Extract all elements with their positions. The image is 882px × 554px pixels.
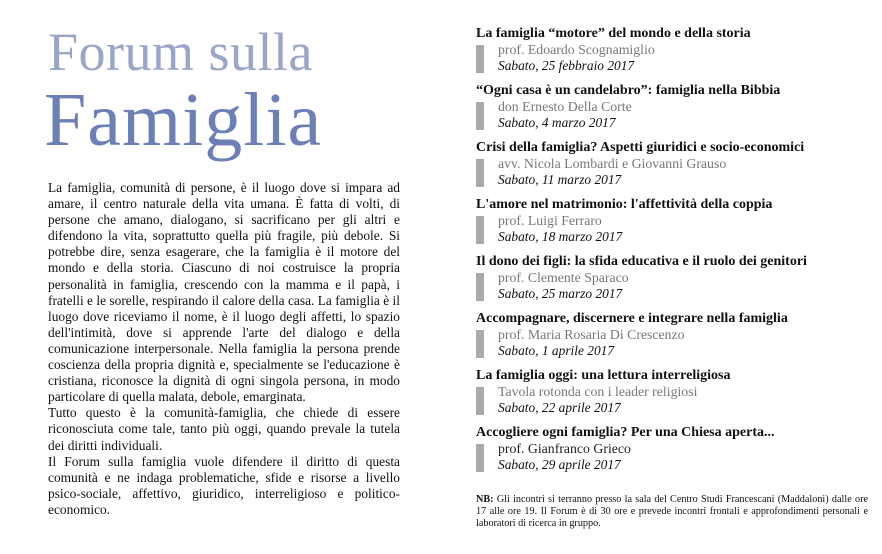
event-marker-bar	[476, 102, 484, 130]
footnote-label: NB:	[476, 494, 494, 505]
event-title: L'amore nel matrimonio: l'affettività della coppia	[476, 197, 773, 212]
event-title: Crisi della famiglia? Aspetti giuridici e socio-economici	[476, 140, 805, 155]
event-speaker: don Ernesto Della Corte	[498, 99, 632, 114]
event-date: Sabato, 11 marzo 2017	[498, 172, 622, 187]
event-marker-bar	[476, 45, 484, 73]
event-marker-bar	[476, 159, 484, 187]
event-title: La famiglia oggi: una lettura interreligiosa	[476, 368, 731, 383]
event-title: Accogliere ogni famiglia? Per una Chiesa aperta...	[476, 425, 775, 440]
event-marker-bar	[476, 387, 484, 415]
page-title-line1: Forum sulla	[48, 22, 314, 82]
event-speaker: prof. Maria Rosaria Di Crescenzo	[498, 327, 685, 342]
intro-paragraph: Tutto questo è la comunità-famiglia, che chiede di essere riconosciuta come tale, tanto più oggi, quando prevale la tutela dei diritti individuali.	[48, 405, 400, 453]
event-item	[476, 197, 876, 245]
event-item	[476, 140, 876, 188]
event-title: La famiglia “motore” del mondo e della storia	[476, 26, 751, 41]
event-date: Sabato, 29 aprile 2017	[498, 457, 621, 472]
event-speaker: avv. Nicola Lombardi e Giovanni Grauso	[498, 156, 727, 171]
event-speaker: prof. Gianfranco Grieco	[498, 441, 631, 456]
event-date: Sabato, 22 aprile 2017	[498, 400, 621, 415]
event-title: “Ogni casa è un candelabro”: famiglia nella Bibbia	[476, 83, 781, 98]
intro-paragraph: Il Forum sulla famiglia vuole difendere il diritto di questa comunità e ne indaga problematiche, sfide e risorse a livello psico-sociale, affettivo, giuridico, interreligioso e politico-economico.	[48, 453, 400, 517]
event-date: Sabato, 4 marzo 2017	[498, 115, 616, 130]
event-marker-bar	[476, 216, 484, 244]
event-date: Sabato, 25 marzo 2017	[498, 286, 623, 301]
footnote-text: Gli incontri si terranno presso la sala del Centro Studi Francescani (Maddaloni) dalle ore 17 alle ore 19. Il Forum è di 30 ore e prevede incontri frontali e approfondimenti personali e laboratori di ricerca in gruppo.	[476, 494, 868, 529]
event-list	[476, 26, 876, 482]
event-item	[476, 254, 876, 302]
event-item	[476, 83, 876, 131]
event-marker-bar	[476, 444, 484, 472]
event-item	[476, 425, 876, 473]
event-date: Sabato, 18 marzo 2017	[498, 229, 623, 244]
event-date: Sabato, 25 febbraio 2017	[498, 58, 635, 73]
intro-paragraph: La famiglia, comunità di persone, è il luogo dove si impara ad amare, il centro naturale della vita umana. È fatta di volti, di persone che amano, dialogano, si sacrificano per gli altri e difendono la vita, soprattutto quella più fragile, più debole. Si potrebbe dire, senza esagerare, che la famiglia è il motore del mondo e della storia. Ciascuno di noi costruisce la propria personalità in famiglia, crescendo con la mamma e il papà, i fratelli e le sorelle, respirando il calore della casa. La famiglia è il luogo dove riceviamo il nome, è il luogo degli affetti, lo spazio dell'intimità, dove si apprende l'arte del dialogo e della comunicazione interpersonale. Nella famiglia la persona prende coscienza della propria dignità e, specialmente se l'educazione è cristiana, riconosce la dignità di ogni singola persona, in modo particolare di quella malata, debole, emarginata.	[48, 180, 400, 405]
event-speaker: prof. Clemente Sparaco	[498, 270, 629, 285]
event-item	[476, 26, 876, 74]
event-item	[476, 311, 876, 359]
event-speaker: Tavola rotonda con i leader religiosi	[498, 384, 698, 399]
event-marker-bar	[476, 330, 484, 358]
event-speaker: prof. Edoardo Scognamiglio	[498, 42, 655, 57]
footnote	[476, 494, 868, 530]
event-item	[476, 368, 876, 416]
event-title: Accompagnare, discernere e integrare nella famiglia	[476, 311, 788, 326]
page-title-line2: Famiglia	[44, 78, 323, 162]
event-title: Il dono dei figli: la sfida educativa e il ruolo dei genitori	[476, 254, 807, 269]
event-marker-bar	[476, 273, 484, 301]
intro-text	[48, 180, 400, 518]
event-date: Sabato, 1 aprile 2017	[498, 343, 615, 358]
event-speaker: prof. Luigi Ferraro	[498, 213, 602, 228]
